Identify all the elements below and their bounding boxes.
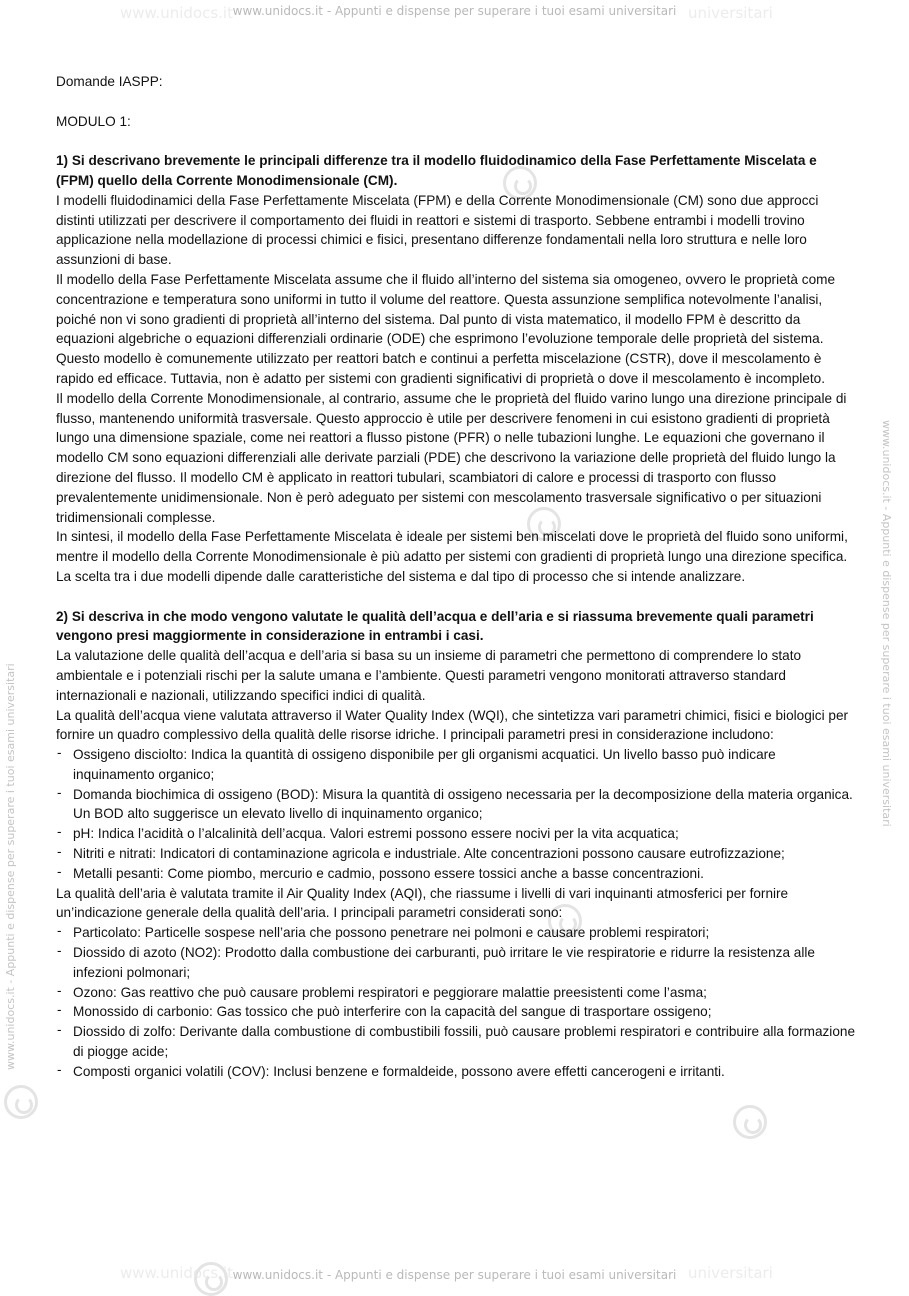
doc-title: Domande IASPP: [56, 74, 163, 89]
watermark-logo-icon [194, 1262, 228, 1296]
watermark-side-left: www.unidocs.it - Appunti e dispense per superare i tuoi esami universitari [4, 663, 17, 1070]
watermark-faint-left-bottom: www.unidocs.it [120, 1264, 233, 1282]
watermark-logo-icon [4, 1085, 38, 1119]
list-item: - Diossido di zolfo: Derivante dalla combustione di combustibili fossili, può causare problemi respiratori e contribuire alla formazione di piogge acide; [56, 1022, 856, 1062]
watermark-faint-right-bottom: universitari [688, 1264, 773, 1282]
answer-2-paragraph: La qualità dell’acqua viene valutata attraverso il Water Quality Index (WQI), che sintetizza vari parametri chimici, fisici e biologici per fornire un quadro complessivo della qualità delle risorse idriche. I principali parametri presi in considerazione includono: [56, 707, 849, 743]
list-item: - pH: Indica l’acidità o l’alcalinità dell’acqua. Valori estremi possono essere nocivi per la vita acquatica; [56, 824, 856, 844]
list-item: - Composti organici volatili (COV): Inclusi benzene e formaldeide, possono avere effetti cancerogeni e irritanti. [56, 1062, 856, 1082]
list-item: - Domanda biochimica di ossigeno (BOD): Misura la quantità di ossigeno necessaria per la decomposizione della materia organica. Un BOD alto suggerisce un elevato livello di inquinamento organico; [56, 785, 856, 825]
list-item: - Ossigeno disciolto: Indica la quantità di ossigeno disponibile per gli organismi acquatici. Un livello basso può indicare inquinamento organico; [56, 745, 856, 785]
answer-1-paragraph: Il modello della Corrente Monodimensionale, al contrario, assume che le proprietà del fluido varino lungo una direzione principale di flusso, mantenendo uniformità trasversale. Questo approccio è utile per descrivere fenomeni in cui esistono gradienti di proprietà lungo una dimensione spaziale, come nei reattori a flusso pistone (PFR) o nelle tubazioni lunghe. Le equazioni che governano il modello CM sono equazioni differenziali alle derivate parziali (PDE) che descrivono la variazione delle proprietà del fluido lungo la direzione del flusso. Il modello CM è applicato in reattori tubulari, scambiatori di calore e processi di trasporto con flusso prevalentemente unidimensionale. Non è però adeguato per sistemi con mescolamento trasversale significativo o per situazioni tridimensionali complesse. [56, 390, 847, 525]
list-item: - Monossido di carbonio: Gas tossico che può interferire con la capacità del sangue di trasportare ossigeno; [56, 1002, 856, 1022]
list-item: - Particolato: Particelle sospese nell’aria che possono penetrare nei polmoni e causare problemi respiratori; [56, 923, 856, 943]
watermark-side-right: www.unidocs.it - Appunti e dispense per superare i tuoi esami universitari [880, 420, 893, 827]
list-item: - Nitriti e nitrati: Indicatori di contaminazione agricola e industriale. Alte concentrazioni possono causare eutrofizzazione; [56, 844, 856, 864]
water-parameters-list [56, 745, 856, 884]
answer-2-paragraph: La valutazione delle qualità dell’acqua e dell’aria si basa su un insieme di parametri che permettono di comprendere lo stato ambientale e i potenziali rischi per la salute umana e l’ambiente. Questi parametri vengono monitorati attraverso standard internazionali e nazionali, utilizzando specifici indici di qualità. [56, 648, 802, 703]
answer-2-paragraph: La qualità dell’aria è valutata tramite il Air Quality Index (AQI), che riassume i livelli di vari inquinanti atmosferici per fornire un’indicazione generale della qualità dell’aria. I principali parametri considerati sono: [56, 885, 789, 921]
question-2: 2) Si descriva in che modo vengono valutate le qualità dell’acqua e dell’aria e si riassuma brevemente quali parametri vengono presi maggiormente in considerazione in entrambi i casi. [56, 608, 814, 644]
module-heading: MODULO 1: [56, 113, 131, 129]
list-item: - Diossido di azoto (NO2): Prodotto dalla combustione dei carburanti, può irritare le vie respiratorie e ridurre la resistenza alle infezioni polmonari; [56, 943, 856, 983]
watermark-banner-bottom: www.unidocs.it - Appunti e dispense per superare i tuoi esami universitari [232, 1268, 677, 1282]
watermark-logo-icon [733, 1105, 767, 1139]
list-item: - Ozono: Gas reattivo che può causare problemi respiratori e peggiorare malattie preesistenti come l’asma; [56, 983, 856, 1003]
document-body [56, 72, 856, 1082]
watermark-faint-right: universitari [688, 4, 773, 22]
answer-1-paragraph: In sintesi, il modello della Fase Perfettamente Miscelata è ideale per sistemi ben miscelati dove le proprietà del fluido sono uniformi, mentre il modello della Corrente Monodimensionale è più adatto per sistemi con gradienti di proprietà lungo una direzione specifica. La scelta tra i due modelli dipende dalle caratteristiche del sistema e dal tipo di processo che si intende analizzare. [56, 529, 848, 584]
answer-1-paragraph: I modelli fluidodinamici della Fase Perfettamente Miscelata (FPM) e della Corrente Monodimensionale (CM) sono due approcci distinti utilizzati per descrivere il comportamento dei fluidi in reattori e sistemi di trasporto. Sebbene entrambi i modelli trovino applicazione nella modellazione di processi chimici e fisici, presentano differenze fondamentali nella loro struttura e nelle loro assunzioni di base. [56, 192, 819, 268]
watermark-banner-top: www.unidocs.it - Appunti e dispense per superare i tuoi esami universitari [232, 4, 677, 18]
watermark-faint-left: www.unidocs.it [120, 4, 233, 22]
air-parameters-list [56, 923, 856, 1081]
question-1: 1) Si descrivano brevemente le principali differenze tra il modello fluidodinamico della Fase Perfettamente Miscelata e (FPM) quello della Corrente Monodimensionale (CM). [56, 153, 817, 188]
answer-1-paragraph: Il modello della Fase Perfettamente Miscelata assume che il fluido all’interno del sistema sia omogeneo, ovvero le proprietà come concentrazione e temperatura sono uniformi in tutto il volume del reattore. Questa assunzione semplifica notevolmente l’analisi, poiché non vi sono gradienti di proprietà all’interno del sistema. Dal punto di vista matematico, il modello FPM è descritto da equazioni algebriche o equazioni differenziali ordinarie (ODE) che esprimono l’evoluzione temporale delle proprietà del sistema. Questo modello è comunemente utilizzato per reattori batch e continui a perfetta miscelazione (CSTR), dove il mescolamento è rapido ed efficace. Tuttavia, non è adatto per sistemi con gradienti significativi di proprietà o dove il mescolamento è incompleto. [56, 271, 836, 386]
list-item: - Metalli pesanti: Come piombo, mercurio e cadmio, possono essere tossici anche a basse concentrazioni. [56, 864, 856, 884]
